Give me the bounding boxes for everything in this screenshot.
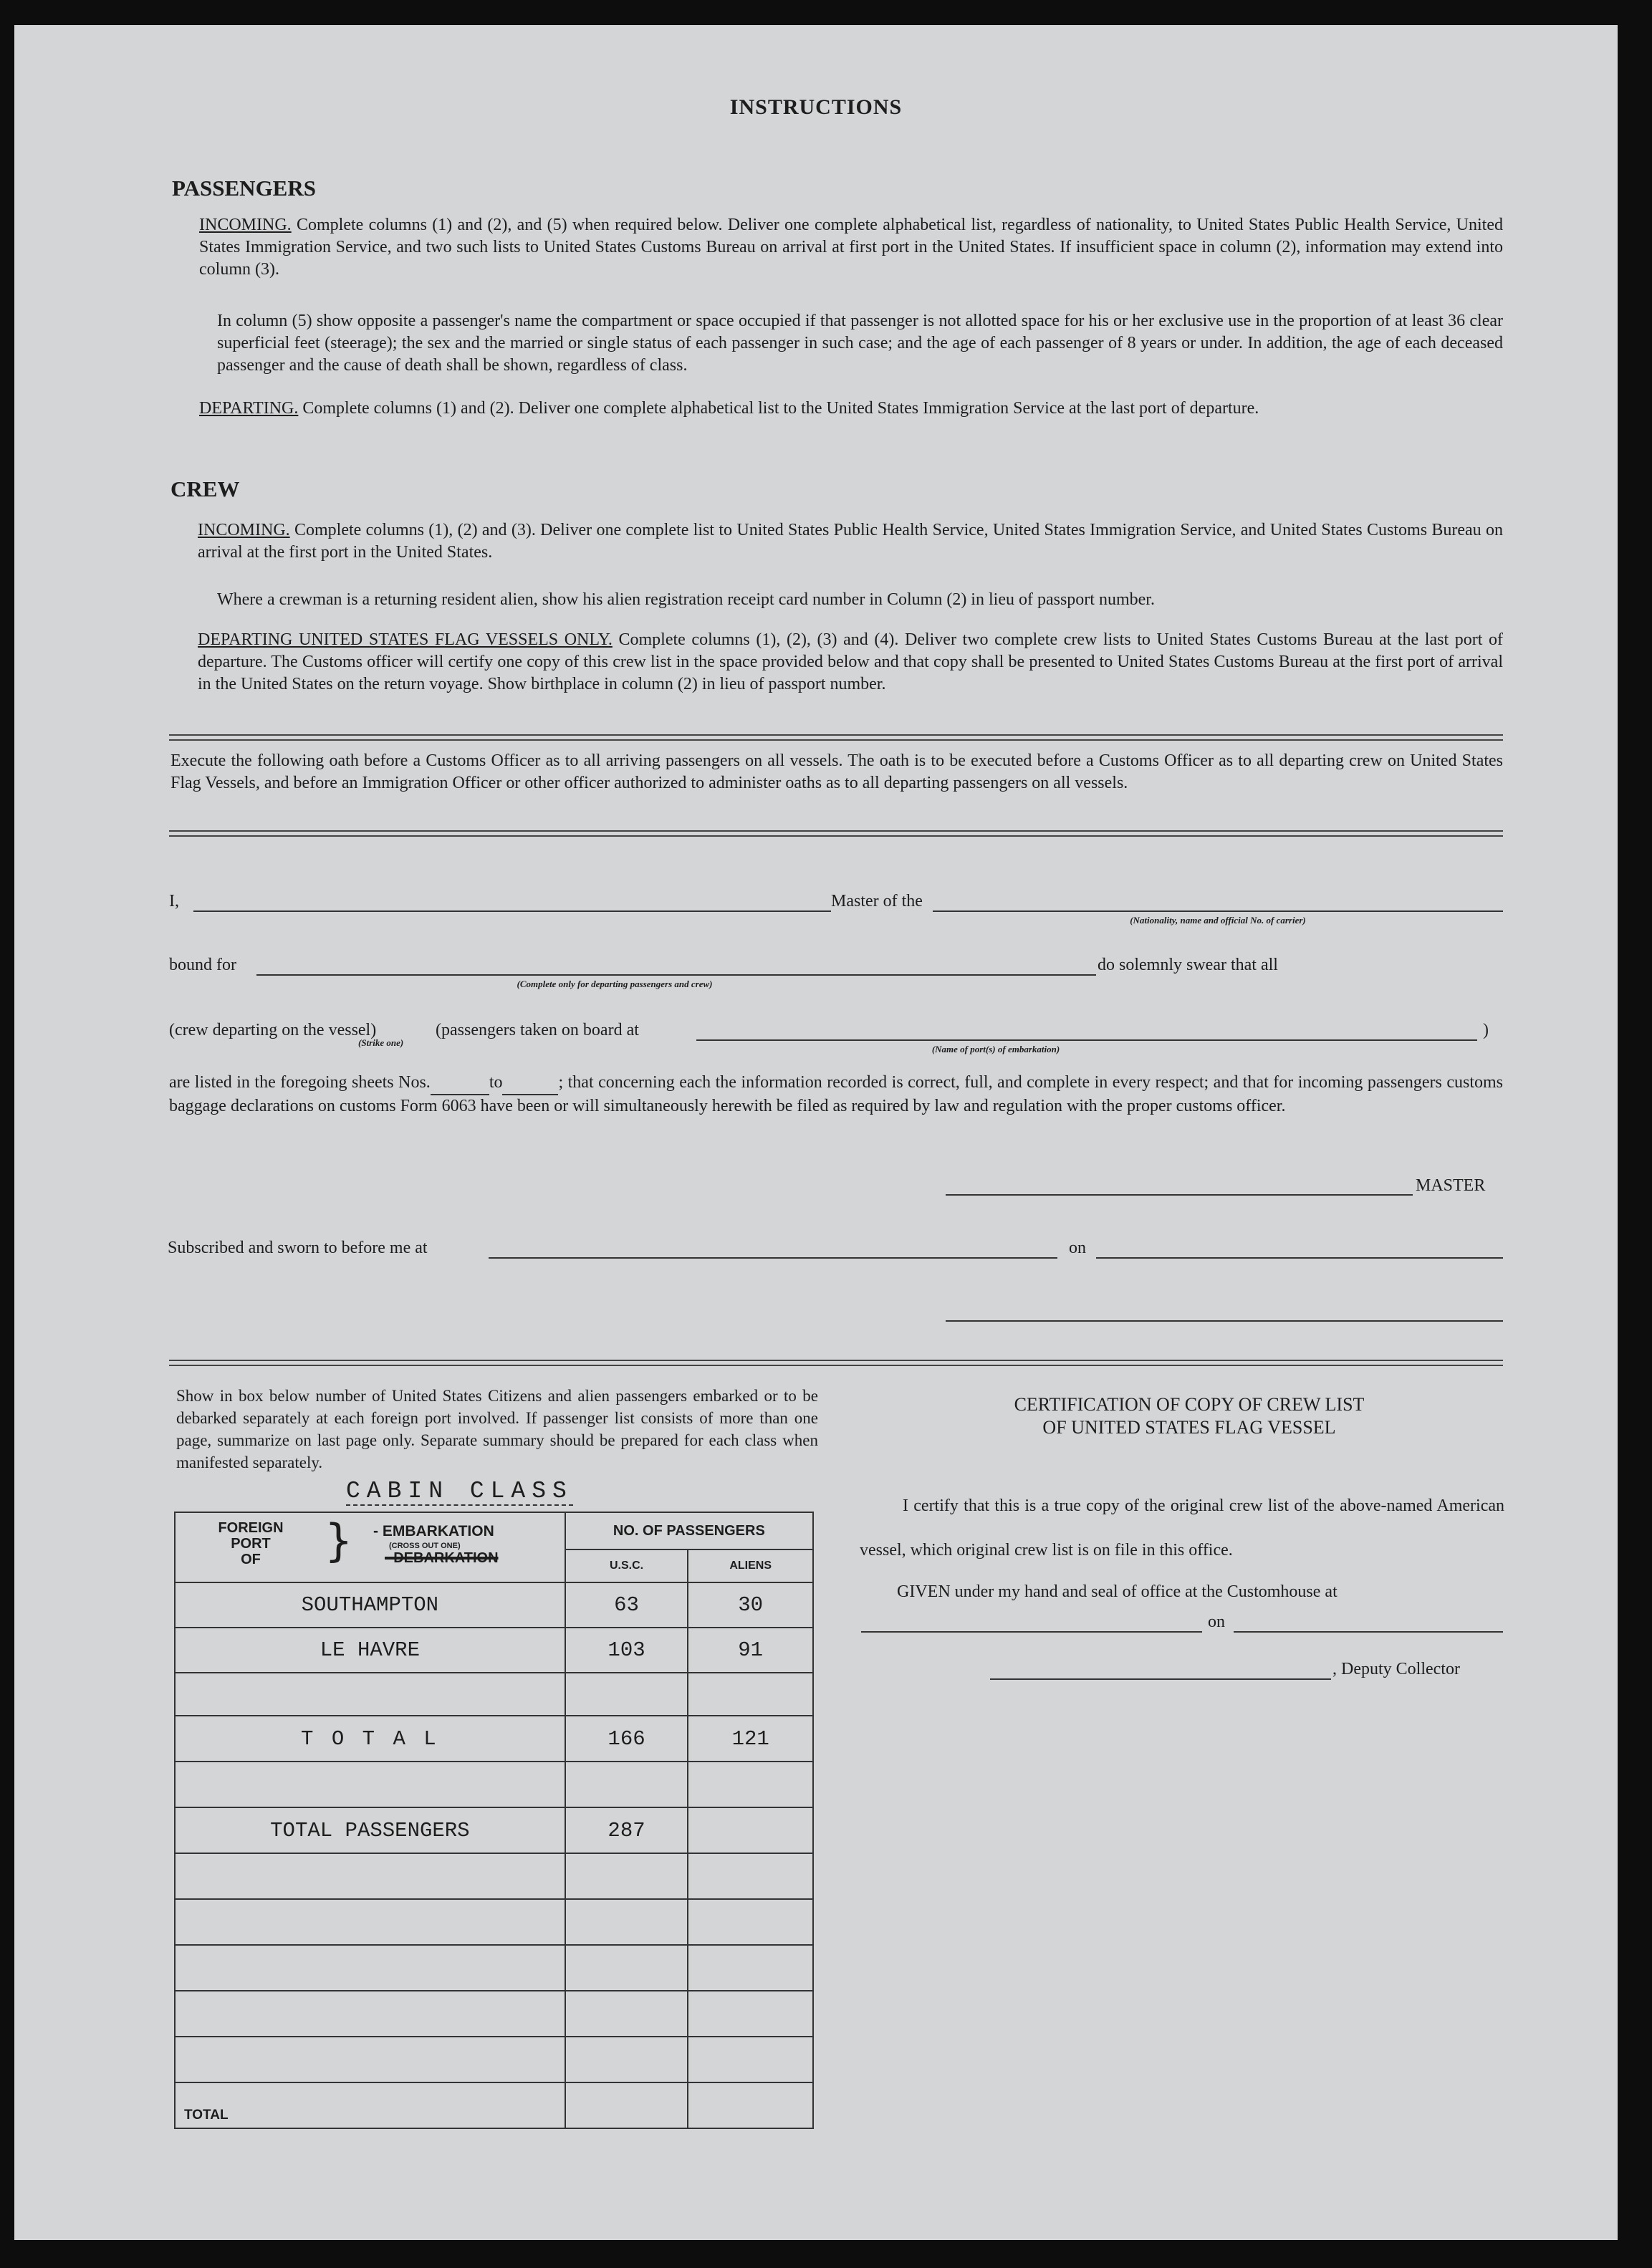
passengers-heading: PASSENGERS (172, 176, 316, 201)
oath-i-label: I, (169, 892, 179, 910)
usc-cell (565, 1762, 688, 1807)
port-cell (175, 1762, 565, 1807)
passengers-incoming-label: INCOMING. (199, 216, 292, 234)
usc-cell (565, 1899, 688, 1945)
oath-intro-paragraph: Execute the following oath before a Customs Officer as to all arriving passengers on all vessels. The oath is to be executed before a Customs Officer as to all departing crew on United States Flag Vessels, and before an Immigration Officer or other officer authorized to administer oaths as to all departing passengers on all vessels. (171, 751, 1503, 792)
table-row (175, 1945, 813, 1991)
table-row (175, 1807, 813, 1853)
no-passengers-header: NO. OF PASSENGERS (565, 1512, 813, 1549)
aliens-cell (688, 1945, 813, 1991)
aliens-cell: 30 (688, 1582, 813, 1628)
certification-on-label: on (1208, 1613, 1225, 1631)
sworn-date-line[interactable] (1096, 1257, 1503, 1259)
embarkation-option[interactable]: - EMBARKATION (373, 1523, 494, 1539)
table-row (175, 1899, 813, 1945)
table-row (175, 1628, 813, 1673)
sheet-to-field[interactable] (502, 1072, 558, 1095)
usc-cell (565, 1853, 688, 1899)
bound-caption: (Complete only for departing passengers and crew) (517, 979, 713, 989)
port-cell (175, 1853, 565, 1899)
summary-header-port-cell (175, 1512, 565, 1582)
section-divider (169, 830, 1503, 837)
sworn-place-line[interactable] (489, 1257, 1057, 1259)
crew-departing-option[interactable]: (crew departing on the vessel) (169, 1021, 377, 1039)
passengers-taken-option[interactable]: (passengers taken on board at (436, 1021, 639, 1039)
crew-resident-paragraph: Where a crewman is a returning resident alien, show his alien registration receipt card number in Column (2) in lieu of passport number. (217, 590, 1155, 609)
total-row (175, 2082, 813, 2128)
table-row (175, 1716, 813, 1762)
passengers-incoming-paragraph (199, 214, 1503, 281)
certification-date-line[interactable] (1234, 1631, 1503, 1633)
port-cell: T O T A L (175, 1716, 565, 1762)
page-title: INSTRUCTIONS (729, 95, 903, 119)
section-divider (169, 1360, 1503, 1366)
form-page (14, 25, 1618, 2240)
table-row (175, 1991, 813, 2037)
certification-heading (874, 1393, 1504, 1439)
port-cell (175, 2037, 565, 2082)
total-aliens-cell (688, 2082, 813, 2128)
deputy-signature-line[interactable] (990, 1678, 1331, 1680)
table-row (175, 1853, 813, 1899)
aliens-cell (688, 2037, 813, 2082)
table-row (175, 1673, 813, 1716)
usc-header: U.S.C. (565, 1549, 688, 1582)
customhouse-line[interactable] (861, 1631, 1202, 1633)
usc-cell (565, 2037, 688, 2082)
strike-caption: (Strike one) (358, 1037, 404, 1048)
passengers-incoming-text: Complete columns (1) and (2), and (5) when required below. Deliver one complete alphabetical list, regardless of nationality, to United States Public Health Service, United States Immigration Service, and two such lists to United States Customs Bureau on arrival at first port in the United States. If insufficient space in column (2), information may extend into column (3). (199, 216, 1503, 279)
passengers-column5-paragraph: In column (5) show opposite a passenger's name the compartment or space occupied if that passenger is not allotted space for his or her exclusive use in the proportion of at least 36 clear superficial feet (steerage); the sex and the married or single status of each passenger in such case; and the age of each passenger of 8 years or under. In addition, the age of each deceased passenger and the cause of death shall be shown, regardless of class. (217, 312, 1503, 375)
port-header (190, 1520, 312, 1567)
passengers-departing-paragraph (199, 398, 1503, 420)
usc-cell: 166 (565, 1716, 688, 1762)
port-cell (175, 1991, 565, 2037)
master-signature-line[interactable] (946, 1194, 1413, 1196)
summary-instructions: Show in box below number of United States Citizens and alien passengers embarked or to be debarked separately at each foreign port involved. If passenger list consists of more than one page, summarize on last page only. Separate summary should be prepared for each class when manifested separately. (176, 1387, 818, 1471)
deputy-collector-label: , Deputy Collector (1332, 1660, 1460, 1678)
header-port: PORT (231, 1536, 271, 1552)
port-cell (175, 1673, 565, 1716)
port-cell (175, 1899, 565, 1945)
class-label: CABIN CLASS (346, 1478, 573, 1504)
crew-incoming-text: Complete columns (1), (2) and (3). Deliver one complete list to United States Public Health Service, United States Immigration Service, and United States Customs Bureau on arrival at the first port in the United States. (198, 521, 1504, 562)
aliens-cell (688, 1762, 813, 1807)
crew-heading: CREW (171, 476, 240, 501)
passengers-departing-label: DEPARTING. (199, 399, 299, 418)
port-cell (175, 1945, 565, 1991)
certification-heading-line1: CERTIFICATION OF COPY OF CREW LIST (1014, 1394, 1365, 1415)
aliens-cell: 121 (688, 1716, 813, 1762)
listed-paragraph (169, 1072, 1503, 1118)
usc-cell (565, 1945, 688, 1991)
table-row (175, 2037, 813, 2082)
carrier-line[interactable] (933, 910, 1503, 912)
listed-label: are listed in the foregoing sheets Nos. (169, 1073, 431, 1092)
embarkation-ports-line[interactable] (696, 1039, 1477, 1041)
aliens-cell (688, 1853, 813, 1899)
master-label: MASTER (1416, 1176, 1486, 1195)
usc-cell (565, 1673, 688, 1716)
aliens-cell (688, 1991, 813, 2037)
master-name-line[interactable] (193, 910, 831, 912)
crew-departing-text: Complete columns (1), (2), (3) and (4). Deliver two complete crew lists to United States Customs Bureau at the last port of departure. The Customs officer will certify one copy of this crew list in the space provided below and that copy shall be presented to United States Customs Bureau at the first port of arrival in the United States on the return voyage. Show birthplace in column (2) in lieu of passport number. (198, 630, 1503, 693)
usc-cell: 103 (565, 1628, 688, 1673)
usc-cell: 287 (565, 1807, 688, 1853)
given-label: GIVEN under my hand and seal of office at the Customhouse at (897, 1582, 1338, 1601)
port-cell: TOTAL PASSENGERS (175, 1807, 565, 1853)
total-usc-cell (565, 2082, 688, 2128)
passengers-departing-text: Complete columns (1) and (2). Deliver one complete alphabetical list to the United States Immigration Service at the last port of departure. (302, 399, 1259, 418)
crew-departing-paragraph (198, 629, 1503, 696)
certify-paragraph: I certify that this is a true copy of the original crew list of the above-named American vessel, which original crew list is on file in this office. (860, 1496, 1504, 1560)
table-row (175, 1582, 813, 1628)
master-of-label: Master of the (831, 892, 923, 910)
aliens-cell (688, 1899, 813, 1945)
sworn-on-label: on (1069, 1239, 1086, 1257)
to-label: to (489, 1073, 503, 1092)
table-row (175, 1762, 813, 1807)
crew-departing-label: DEPARTING UNITED STATES FLAG VESSELS ONLY. (198, 630, 613, 649)
section-divider (169, 734, 1503, 741)
swear-label: do solemnly swear that all (1098, 956, 1278, 974)
total-label: TOTAL (175, 2082, 565, 2128)
subscribed-label: Subscribed and sworn to before me at (168, 1239, 428, 1257)
aliens-cell: 91 (688, 1628, 813, 1673)
aliens-header: ALIENS (688, 1549, 813, 1582)
header-foreign: FOREIGN (218, 1520, 284, 1536)
certification-heading-line2: OF UNITED STATES FLAG VESSEL (1042, 1417, 1336, 1438)
aliens-cell (688, 1673, 813, 1716)
port-cell: SOUTHAMPTON (175, 1582, 565, 1628)
crew-incoming-paragraph (198, 519, 1503, 564)
ports-caption: (Name of port(s) of embarkation) (931, 1044, 1060, 1054)
cross-out-note: (CROSS OUT ONE) (389, 1542, 461, 1550)
port-cell: LE HAVRE (175, 1628, 565, 1673)
crew-incoming-label: INCOMING. (198, 521, 290, 539)
close-paren: ) (1483, 1021, 1489, 1039)
brace-icon: } (325, 1514, 353, 1567)
usc-cell: 63 (565, 1582, 688, 1628)
aliens-cell (688, 1807, 813, 1853)
passenger-summary-table (174, 1512, 814, 2129)
header-of: OF (241, 1552, 261, 1567)
debarkation-option-crossed[interactable]: - DEBARKATION (385, 1550, 499, 1566)
bound-for-line[interactable] (256, 974, 1096, 976)
officer-signature-line[interactable] (946, 1320, 1503, 1322)
carrier-caption: (Nationality, name and official No. of carrier) (1130, 915, 1306, 926)
listed-rest: ; that concerning each the information recorded is correct, full, and complete in every respect; and that for incoming passengers customs baggage declarations on customs Form 6063 have been or will simultaneously herewith be filed as required by law and regulation with the proper customs officer. (169, 1073, 1503, 1115)
sheet-from-field[interactable] (431, 1072, 489, 1095)
bound-for-label: bound for (169, 956, 236, 974)
usc-cell (565, 1991, 688, 2037)
